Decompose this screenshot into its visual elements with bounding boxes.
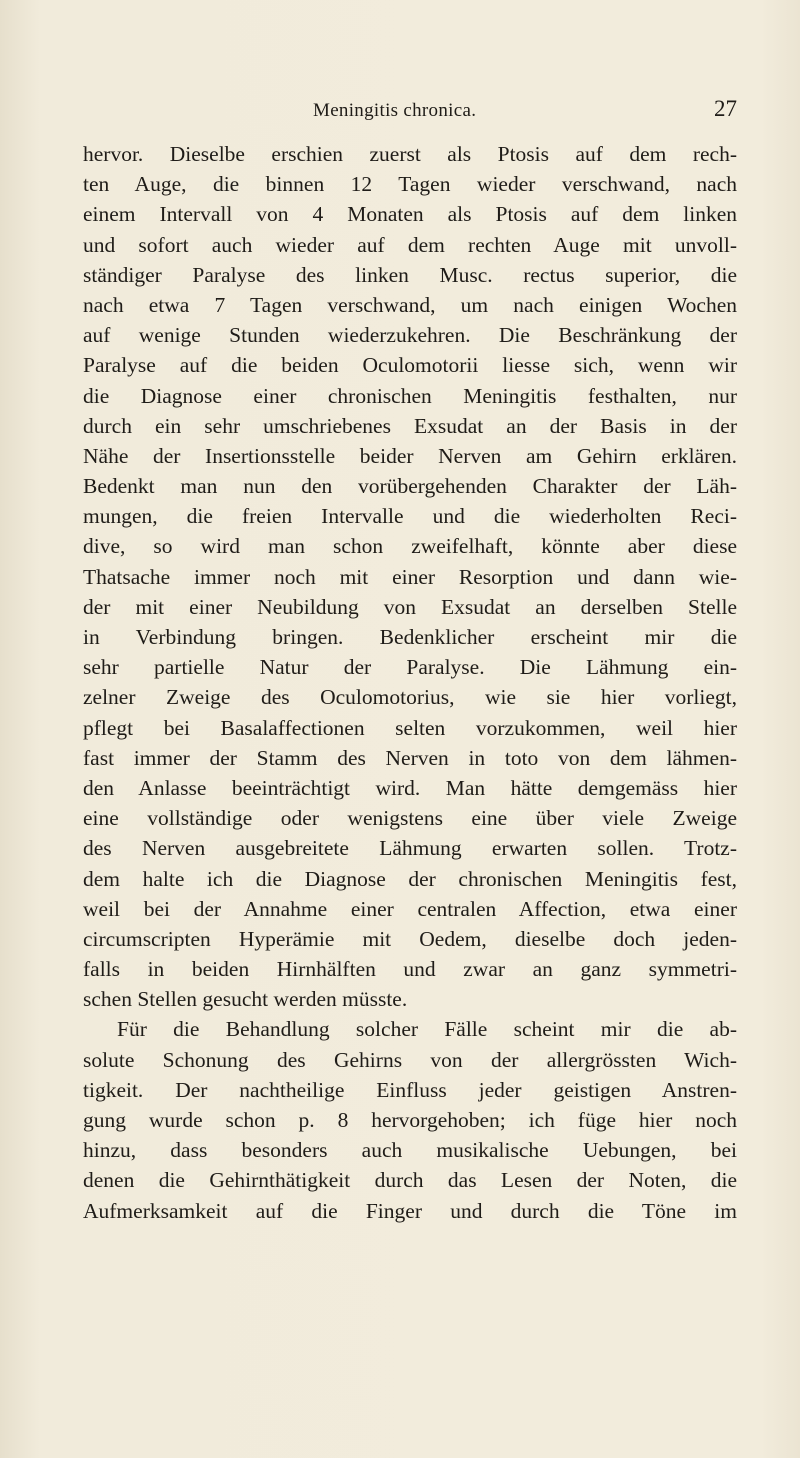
text-line: fast immer der Stamm des Nerven in toto von dem lähmen- (83, 745, 737, 770)
text-line: weil bei der Annahme einer centralen Affection, etwa einer (83, 896, 737, 921)
text-line: pflegt bei Basalaffectionen selten vorzukommen, weil hier (83, 715, 737, 740)
text-line: den Anlasse beeinträchtigt wird. Man hätte demgemäss hier (83, 775, 737, 800)
text-line: Aufmerksamkeit auf die Finger und durch die Töne im (83, 1198, 737, 1223)
text-line: Bedenkt man nun den vorübergehenden Charakter der Läh- (83, 474, 737, 499)
text-line: hinzu, dass besonders auch musikalische Uebungen, bei (83, 1138, 737, 1163)
text-line: in Verbindung bringen. Bedenklicher erscheint mir die (83, 625, 737, 649)
text-line: falls in beiden Hirnhälften und zwar an ganz symmetri- (83, 957, 737, 982)
text-line: ständiger Paralyse des linken Musc. rectus superior, die (83, 262, 737, 287)
paragraph-end-line: schen Stellen gesucht werden müsste. (83, 987, 408, 1012)
text-line: auf wenige Stunden wiederzukehren. Die Beschränkung der (83, 323, 737, 348)
running-title: Meningitis chronica. (313, 100, 477, 121)
text-line: Nähe der Insertionsstelle beider Nerven am Gehirn erklären. (83, 443, 737, 468)
text-line: die Diagnose einer chronischen Meningitis festhalten, nur (83, 383, 737, 408)
text-line: und sofort auch wieder auf dem rechten Auge mit unvoll- (83, 232, 737, 257)
text-line: zelner Zweige des Oculomotorius, wie sie hier vorliegt, (83, 685, 737, 710)
text-line: Paralyse auf die beiden Oculomotorii liesse sich, wenn wir (83, 353, 737, 378)
text-line: gung wurde schon p. 8 hervorgehoben; ich füge hier noch (83, 1108, 737, 1132)
page-number: 27 (714, 96, 737, 121)
text-line: denen die Gehirnthätigkeit durch das Lesen der Noten, die (83, 1168, 737, 1193)
text-line: circumscripten Hyperämie mit Oedem, dieselbe doch jeden- (83, 926, 737, 951)
text-line: mungen, die freien Intervalle und die wiederholten Reci- (83, 504, 737, 529)
text-line: tigkeit. Der nachtheilige Einfluss jeder geistigen Anstren- (83, 1077, 737, 1102)
paragraph-start-line: Für die Behandlung solcher Fälle scheint mir die ab- (117, 1017, 737, 1042)
text-line: nach etwa 7 Tagen verschwand, um nach einigen Wochen (83, 292, 737, 317)
text-line: durch ein sehr umschriebenes Exsudat an der Basis in der (83, 413, 737, 438)
text-line: sehr partielle Natur der Paralyse. Die Lähmung ein- (83, 655, 737, 680)
text-line: der mit einer Neubildung von Exsudat an derselben Stelle (83, 594, 737, 619)
text-line: solute Schonung des Gehirns von der allergrössten Wich- (83, 1047, 737, 1072)
text-line: des Nerven ausgebreitete Lähmung erwarten sollen. Trotz- (83, 836, 737, 861)
text-line: dive, so wird man schon zweifelhaft, könnte aber diese (83, 534, 737, 559)
text-line: Thatsache immer noch mit einer Resorption und dann wie- (83, 564, 737, 589)
running-head (83, 96, 737, 126)
text-line: eine vollständige oder wenigstens eine über viele Zweige (83, 806, 737, 831)
body-text (83, 139, 737, 1226)
text-line: dem halte ich die Diagnose der chronischen Meningitis fest, (83, 866, 737, 891)
text-line: ten Auge, die binnen 12 Tagen wieder verschwand, nach (83, 172, 737, 197)
text-line: hervor. Dieselbe erschien zuerst als Ptosis auf dem rech- (83, 142, 737, 166)
text-line: einem Intervall von 4 Monaten als Ptosis auf dem linken (83, 202, 737, 227)
